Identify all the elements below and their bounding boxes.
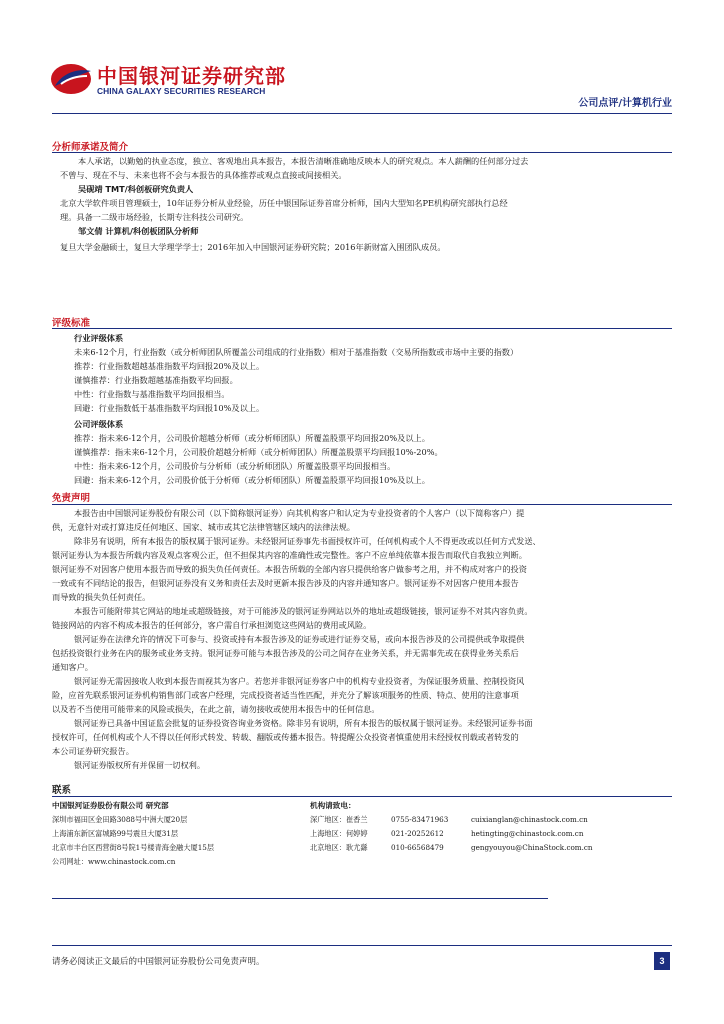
logo-english-name: CHINA GALAXY SECURITIES RESEARCH (97, 86, 266, 96)
disclaimer-line: 授权许可，任何机构或个人不得以任何形式转发、转载、翻版或传播本报告。特提醒公众投资者慎重使用未经授权刊载或者转发的 (52, 732, 519, 742)
galaxy-logo-icon (49, 62, 93, 96)
analyst-section-divider (52, 152, 672, 153)
company-rating-title: 公司评级体系 (74, 419, 124, 429)
logo-chinese-name: 中国银河证券研究部 (97, 64, 286, 88)
disclaimer-line: 通知客户。 (52, 662, 93, 672)
header-divider (52, 113, 672, 114)
disclaimer-line: 银河证券已具备中国证监会批复的证券投资咨询业务资格。除非另有说明，所有本报告的版权属于银河证券。未经银河证券书面 (74, 718, 533, 728)
company-rating-line: 推荐：指未来6-12个月，公司股价超越分析师（或分析师团队）所覆盖股票平均回报20%及以上。 (74, 433, 430, 443)
contact-phone: 0755-83471963 (391, 815, 449, 824)
footer-divider (52, 945, 672, 946)
disclaimer-section-divider (52, 504, 672, 505)
company-rating-line: 回避：指未来6-12个月，公司股价低于分析师（或分析师团队）所覆盖股票平均回报10%及以上。 (74, 475, 430, 485)
contact-section-title: 联系 (52, 785, 72, 796)
contact-address: 上海浦东新区富城路99号震旦大厦31层 (52, 829, 179, 838)
company-website[interactable]: 公司网址：www.chinastock.com.cn (52, 857, 176, 866)
disclaimer-line: 以及若不当使用可能带来的风险或损失，在此之前，请勿接收或使用本报告中的任何信息。 (52, 704, 380, 714)
contact-region: 深广地区：崔香兰 (310, 815, 368, 824)
contact-email[interactable]: cuixianglan@chinastock.com.cn (471, 815, 588, 824)
disclaimer-line: 险，应首先联系银河证券机构销售部门或客户经理，完成投资者适当性匹配，并充分了解该项服务的性质、特点、使用的注意事项 (52, 690, 519, 700)
contact-region: 上海地区：何婷婷 (310, 829, 368, 838)
contact-company: 中国银河证券股份有限公司 研究部 (52, 801, 169, 810)
analyst-name: 吴砚靖 TMT/科创板研究负责人 (78, 184, 194, 194)
contact-phone: 010-66568479 (391, 843, 444, 852)
industry-rating-line: 回避：行业指数低于基准指数平均回报10%及以上。 (74, 403, 265, 413)
disclaimer-line: 链接网站的内容不构成本报告的任何部分，客户需自行承担浏览这些网站的费用或风险。 (52, 620, 372, 630)
disclaimer-line: 一致或有不同结论的报告，但银河证券没有义务和责任去及时更新本报告涉及的内容并通知客户。银河证券不对因客户使用本报告 (52, 578, 519, 588)
rating-section-title: 评级标准 (52, 318, 91, 329)
company-rating-line: 中性：指未来6-12个月，公司股价与分析师（或分析师团队）所覆盖股票平均回报相当。 (74, 461, 396, 471)
contact-bottom-divider (52, 898, 548, 899)
industry-rating-line: 未来6-12个月，行业指数（或分析师团队所覆盖公司组成的行业指数）相对于基准指数（交易所指数或市场中主要的指数） (74, 347, 519, 357)
contact-section-divider (52, 796, 672, 797)
disclaimer-line: 银河证券不对因客户使用本报告而导致的损失负任何责任。本报告所载的全部内容只提供给客户做参考之用，并不构成对客户的投资 (52, 564, 527, 574)
disclaimer-line: 银河证券在法律允许的情况下可参与、投资或持有本报告涉及的证券或进行证券交易，或向本报告涉及的公司提供或争取提供 (74, 634, 525, 644)
contact-address: 北京市丰台区西营街8号院1号楼青海金融大厦15层 (52, 843, 215, 852)
footer-disclaimer-note: 请务必阅读正文最后的中国银河证券股份公司免责声明。 (52, 957, 265, 967)
analyst-bio-line: 理。具备一二级市场经验，长期专注科技公司研究。 (60, 212, 249, 222)
disclaimer-line: 供，无意针对或打算违反任何地区、国家、城市或其它法律管辖区域内的法律法规。 (52, 522, 355, 532)
rating-section-divider (52, 328, 672, 329)
industry-rating-title: 行业评级体系 (74, 333, 124, 343)
disclaimer-line: 本报告由中国银河证券股份有限公司（以下简称银河证券）向其机构客户和认定为专业投资者的个人客户（以下简称客户）提 (74, 508, 525, 518)
industry-rating-line: 中性：行业指数与基准指数平均回报相当。 (74, 389, 230, 399)
disclaimer-line: 银河证券认为本报告所载内容及观点客观公正，但不担保其内容的准确性或完整性。客户不应单纯依靠本报告而取代自我独立判断。 (52, 550, 527, 560)
disclaimer-line: 而导致的损失负任何责任。 (52, 592, 151, 602)
contact-region: 北京地区：耿尤繇 (310, 843, 368, 852)
contact-email[interactable]: hetingting@chinastock.com.cn (471, 829, 584, 838)
disclaimer-line: 银河证券版权所有并保留一切权利。 (74, 760, 206, 770)
disclaimer-line: 除非另有说明，所有本报告的版权属于银河证券。未经银河证券事先书面授权许可，任何机构或个人不得更改或以任何方式发送、 (74, 536, 541, 546)
analyst-bio-line: 复旦大学金融硕士，复旦大学理学学士；2016年加入中国银河证券研究院；2016年新财富入围团队成员。 (60, 242, 446, 252)
industry-rating-line: 推荐：行业指数超越基准指数平均回报20%及以上。 (74, 361, 265, 371)
report-type: 公司点评/计算机行业 (578, 98, 672, 109)
disclaimer-section-title: 免责声明 (52, 493, 91, 504)
company-rating-line: 谨慎推荐：指未来6-12个月，公司股价超越分析师（或分析师团队）所覆盖股票平均回报10%-20%。 (74, 447, 443, 457)
disclaimer-line: 本报告可能附带其它网站的地址或超级链接，对于可能涉及的银河证券网站以外的地址或超级链接，银河证券不对其内容负责。 (74, 606, 533, 616)
analyst-section-title: 分析师承诺及简介 (52, 142, 129, 153)
contacts-title: 机构请致电： (310, 801, 356, 810)
disclaimer-line: 包括投资银行业务在内的服务或业务支持。银河证券可能与本报告涉及的公司之间存在业务关系，并无需事先或在获得业务关系后 (52, 648, 519, 658)
contact-email[interactable]: gengyouyou@ChinaStock.com.cn (471, 843, 593, 852)
analyst-name: 邹文倩 计算机/科创板团队分析师 (78, 226, 199, 236)
page-number: 3 (654, 952, 670, 970)
disclaimer-line: 本公司证券研究报告。 (52, 746, 134, 756)
contact-phone: 021-20252612 (391, 829, 444, 838)
commitment-line: 本人承诺，以勤勉的执业态度，独立、客观地出具本报告，本报告清晰准确地反映本人的研究观点。本人薪酬的任何部分过去 (78, 156, 529, 166)
industry-rating-line: 谨慎推荐：行业指数超越基准指数平均回报。 (74, 375, 238, 385)
analyst-bio-line: 北京大学软件项目管理硕士，10年证券分析从业经验，历任中银国际证券首席分析师，国内大型知名PE机构研究部执行总经 (60, 198, 508, 208)
disclaimer-line: 银河证券无需因接收人收到本报告而视其为客户。若您并非银河证券客户中的机构专业投资者，为保证服务质量、控制投资风 (74, 676, 525, 686)
commitment-line: 不曾与、现在不与、未来也将不会与本报告的具体推荐或观点直接或间接相关。 (60, 170, 347, 180)
contact-address: 深圳市福田区金田路3088号中洲大厦20层 (52, 815, 188, 824)
